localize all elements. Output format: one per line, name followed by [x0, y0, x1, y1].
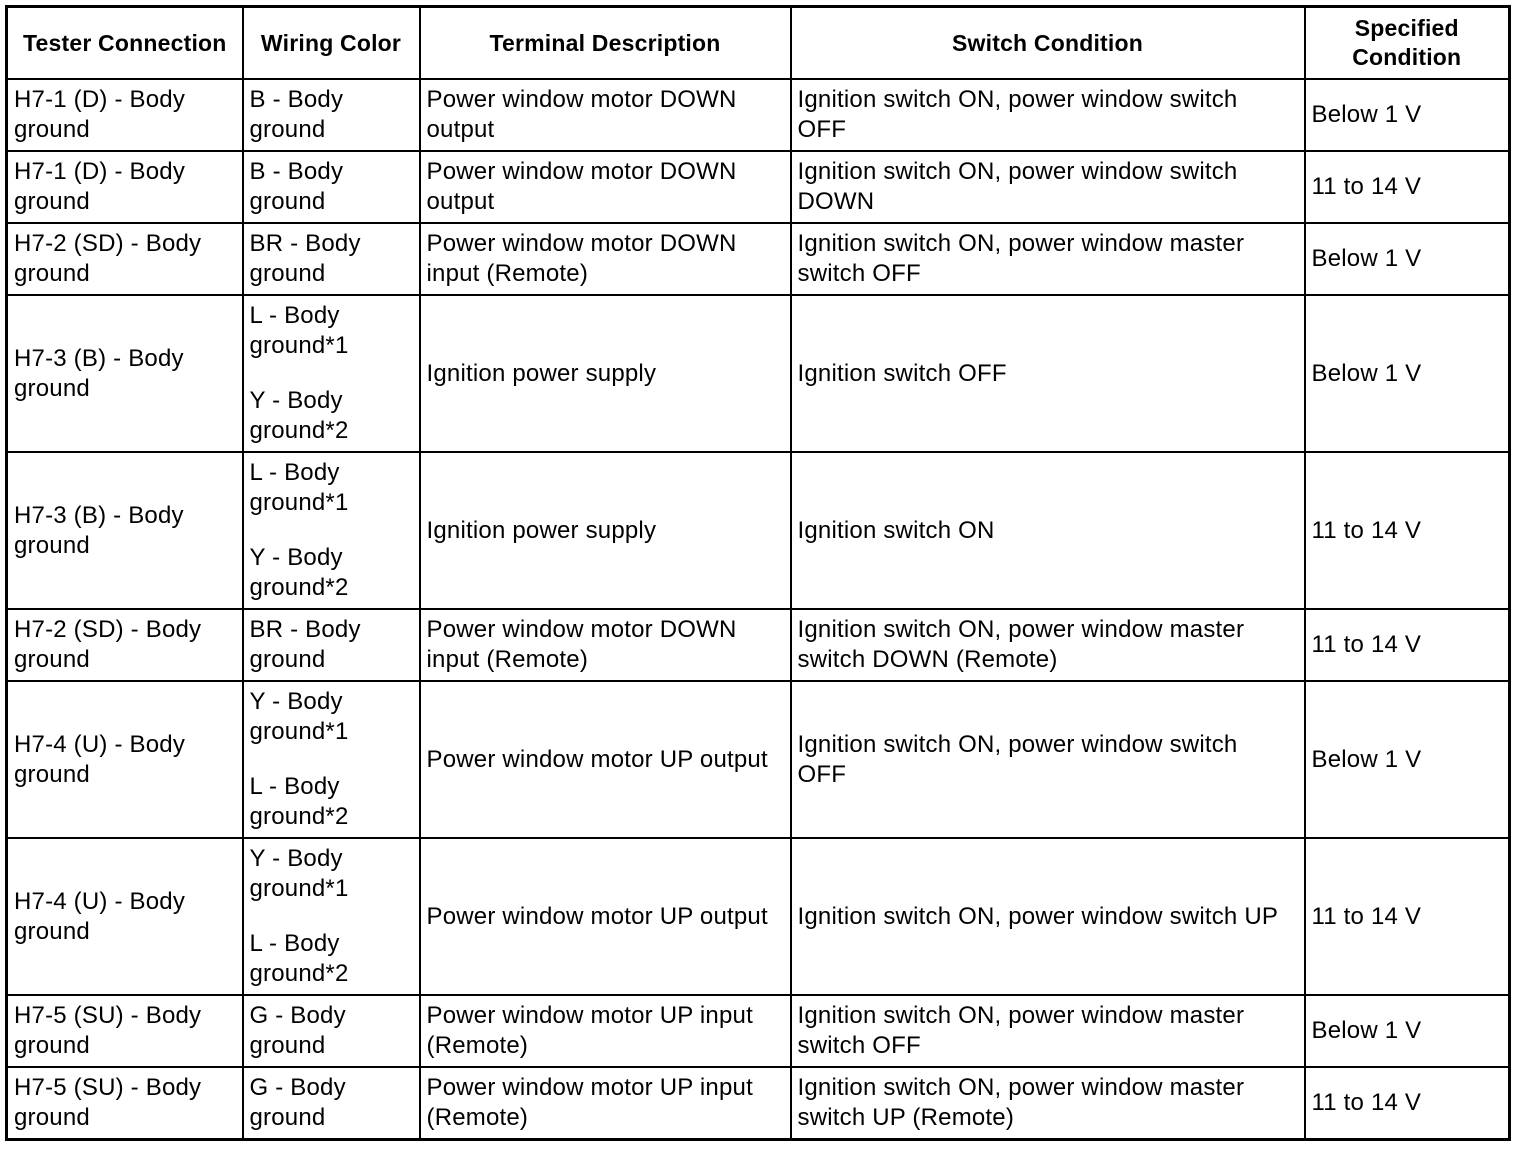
header-wiring-color: Wiring Color	[243, 7, 420, 80]
table-row	[7, 295, 1510, 452]
terminal-description-cell: Ignition power supply	[420, 452, 791, 609]
header-switch-condition: Switch Condition	[791, 7, 1305, 80]
header-tester-connection: Tester Connection	[7, 7, 243, 80]
wiring-color-cell: B - Body ground	[243, 79, 420, 151]
tester-connection-cell: H7-1 (D) - Body ground	[7, 151, 243, 223]
wiring-color-cell: L - Body ground*1 Y - Body ground*2	[243, 295, 420, 452]
wiring-color-cell: G - Body ground	[243, 1067, 420, 1140]
tester-connection-cell: H7-1 (D) - Body ground	[7, 79, 243, 151]
tester-connection-cell: H7-4 (U) - Body ground	[7, 838, 243, 995]
tester-connection-cell: H7-5 (SU) - Body ground	[7, 1067, 243, 1140]
tester-connection-cell: H7-4 (U) - Body ground	[7, 681, 243, 838]
switch-condition-cell: Ignition switch OFF	[791, 295, 1305, 452]
switch-condition-cell: Ignition switch ON, power window switch OFF	[791, 681, 1305, 838]
specified-condition-cell: Below 1 V	[1305, 223, 1510, 295]
wiring-color-cell: Y - Body ground*1 L - Body ground*2	[243, 838, 420, 995]
terminal-description-cell: Power window motor UP output	[420, 681, 791, 838]
header-row	[7, 7, 1510, 80]
table-row	[7, 452, 1510, 609]
switch-condition-cell: Ignition switch ON, power window master switch UP (Remote)	[791, 1067, 1305, 1140]
switch-condition-cell: Ignition switch ON, power window switch UP	[791, 838, 1305, 995]
specified-condition-cell: Below 1 V	[1305, 79, 1510, 151]
terminal-description-cell: Ignition power supply	[420, 295, 791, 452]
tester-connection-cell: H7-3 (B) - Body ground	[7, 295, 243, 452]
specified-condition-cell: 11 to 14 V	[1305, 151, 1510, 223]
terminal-description-cell: Power window motor DOWN output	[420, 151, 791, 223]
specified-condition-cell: 11 to 14 V	[1305, 609, 1510, 681]
switch-condition-cell: Ignition switch ON, power window master switch DOWN (Remote)	[791, 609, 1305, 681]
switch-condition-cell: Ignition switch ON, power window master switch OFF	[791, 995, 1305, 1067]
specified-condition-cell: Below 1 V	[1305, 295, 1510, 452]
terminal-description-cell: Power window motor DOWN input (Remote)	[420, 609, 791, 681]
tester-connection-cell: H7-5 (SU) - Body ground	[7, 995, 243, 1067]
terminal-description-cell: Power window motor UP input (Remote)	[420, 1067, 791, 1140]
specified-condition-cell: 11 to 14 V	[1305, 452, 1510, 609]
wiring-color-cell: Y - Body ground*1 L - Body ground*2	[243, 681, 420, 838]
table-row	[7, 79, 1510, 151]
specified-condition-cell: Below 1 V	[1305, 995, 1510, 1067]
table-row	[7, 223, 1510, 295]
header-terminal-description: Terminal Description	[420, 7, 791, 80]
terminal-description-cell: Power window motor UP input (Remote)	[420, 995, 791, 1067]
specified-condition-cell: 11 to 14 V	[1305, 838, 1510, 995]
switch-condition-cell: Ignition switch ON	[791, 452, 1305, 609]
wiring-color-cell: B - Body ground	[243, 151, 420, 223]
wiring-color-cell: BR - Body ground	[243, 223, 420, 295]
terminal-description-cell: Power window motor DOWN input (Remote)	[420, 223, 791, 295]
switch-condition-cell: Ignition switch ON, power window master switch OFF	[791, 223, 1305, 295]
table-row	[7, 838, 1510, 995]
table-row	[7, 151, 1510, 223]
tester-connection-cell: H7-3 (B) - Body ground	[7, 452, 243, 609]
specification-table	[5, 5, 1511, 1141]
table-row	[7, 995, 1510, 1067]
tester-connection-cell: H7-2 (SD) - Body ground	[7, 223, 243, 295]
terminal-description-cell: Power window motor UP output	[420, 838, 791, 995]
wiring-color-cell: G - Body ground	[243, 995, 420, 1067]
table-row	[7, 681, 1510, 838]
terminal-description-cell: Power window motor DOWN output	[420, 79, 791, 151]
tester-connection-cell: H7-2 (SD) - Body ground	[7, 609, 243, 681]
wiring-color-cell: L - Body ground*1 Y - Body ground*2	[243, 452, 420, 609]
specified-condition-cell: 11 to 14 V	[1305, 1067, 1510, 1140]
header-specified-condition: Specified Condition	[1305, 7, 1510, 80]
table-body	[7, 79, 1510, 1140]
switch-condition-cell: Ignition switch ON, power window switch OFF	[791, 79, 1305, 151]
switch-condition-cell: Ignition switch ON, power window switch DOWN	[791, 151, 1305, 223]
wiring-color-cell: BR - Body ground	[243, 609, 420, 681]
specified-condition-cell: Below 1 V	[1305, 681, 1510, 838]
table-row	[7, 609, 1510, 681]
table-row	[7, 1067, 1510, 1140]
